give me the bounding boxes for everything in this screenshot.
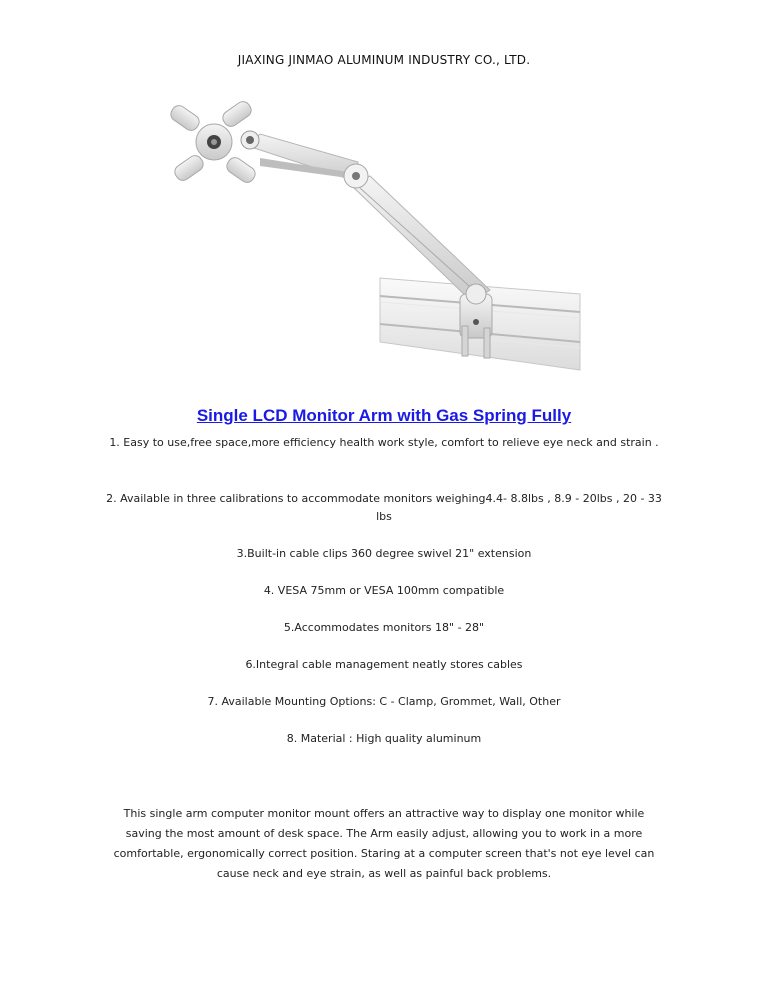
feature-item: 1. Easy to use,free space,more efficiency health work style, comfort to relieve eye neck and strain . xyxy=(109,436,659,449)
feature-item: 3.Built-in cable clips 360 degree swivel 21" extension xyxy=(236,547,532,560)
product-description: This single arm computer monitor mount offers an attractive way to display one monitor while saving the most amount of desk space. The Arm easily adjust, allowing you to work in a more comfortable, ergonomically correct position. Staring at a computer screen that's not eye level can cause neck and eye strain, as well as painful back problems. xyxy=(113,807,655,880)
feature-item: 2. Available in three calibrations to accommodate monitors weighing4.4- 8.8lbs , 8.9 - 20lbs , 20 - 33 lbs xyxy=(106,492,662,523)
feature-item: 7. Available Mounting Options: C - Clamp, Grommet, Wall, Other xyxy=(207,695,561,708)
monitor-arm-image xyxy=(160,98,600,380)
feature-item: 4. VESA 75mm or VESA 100mm compatible xyxy=(263,584,505,597)
feature-item: 6.Integral cable management neatly stores cables xyxy=(245,658,523,671)
feature-item: 8. Material : High quality aluminum xyxy=(286,732,482,745)
product-title[interactable]: Single LCD Monitor Arm with Gas Spring Fully xyxy=(196,406,572,425)
company-name: JIAXING JINMAO ALUMINUM INDUSTRY CO., LTD. xyxy=(237,53,531,67)
feature-item: 5.Accommodates monitors 18" - 28" xyxy=(283,621,485,634)
